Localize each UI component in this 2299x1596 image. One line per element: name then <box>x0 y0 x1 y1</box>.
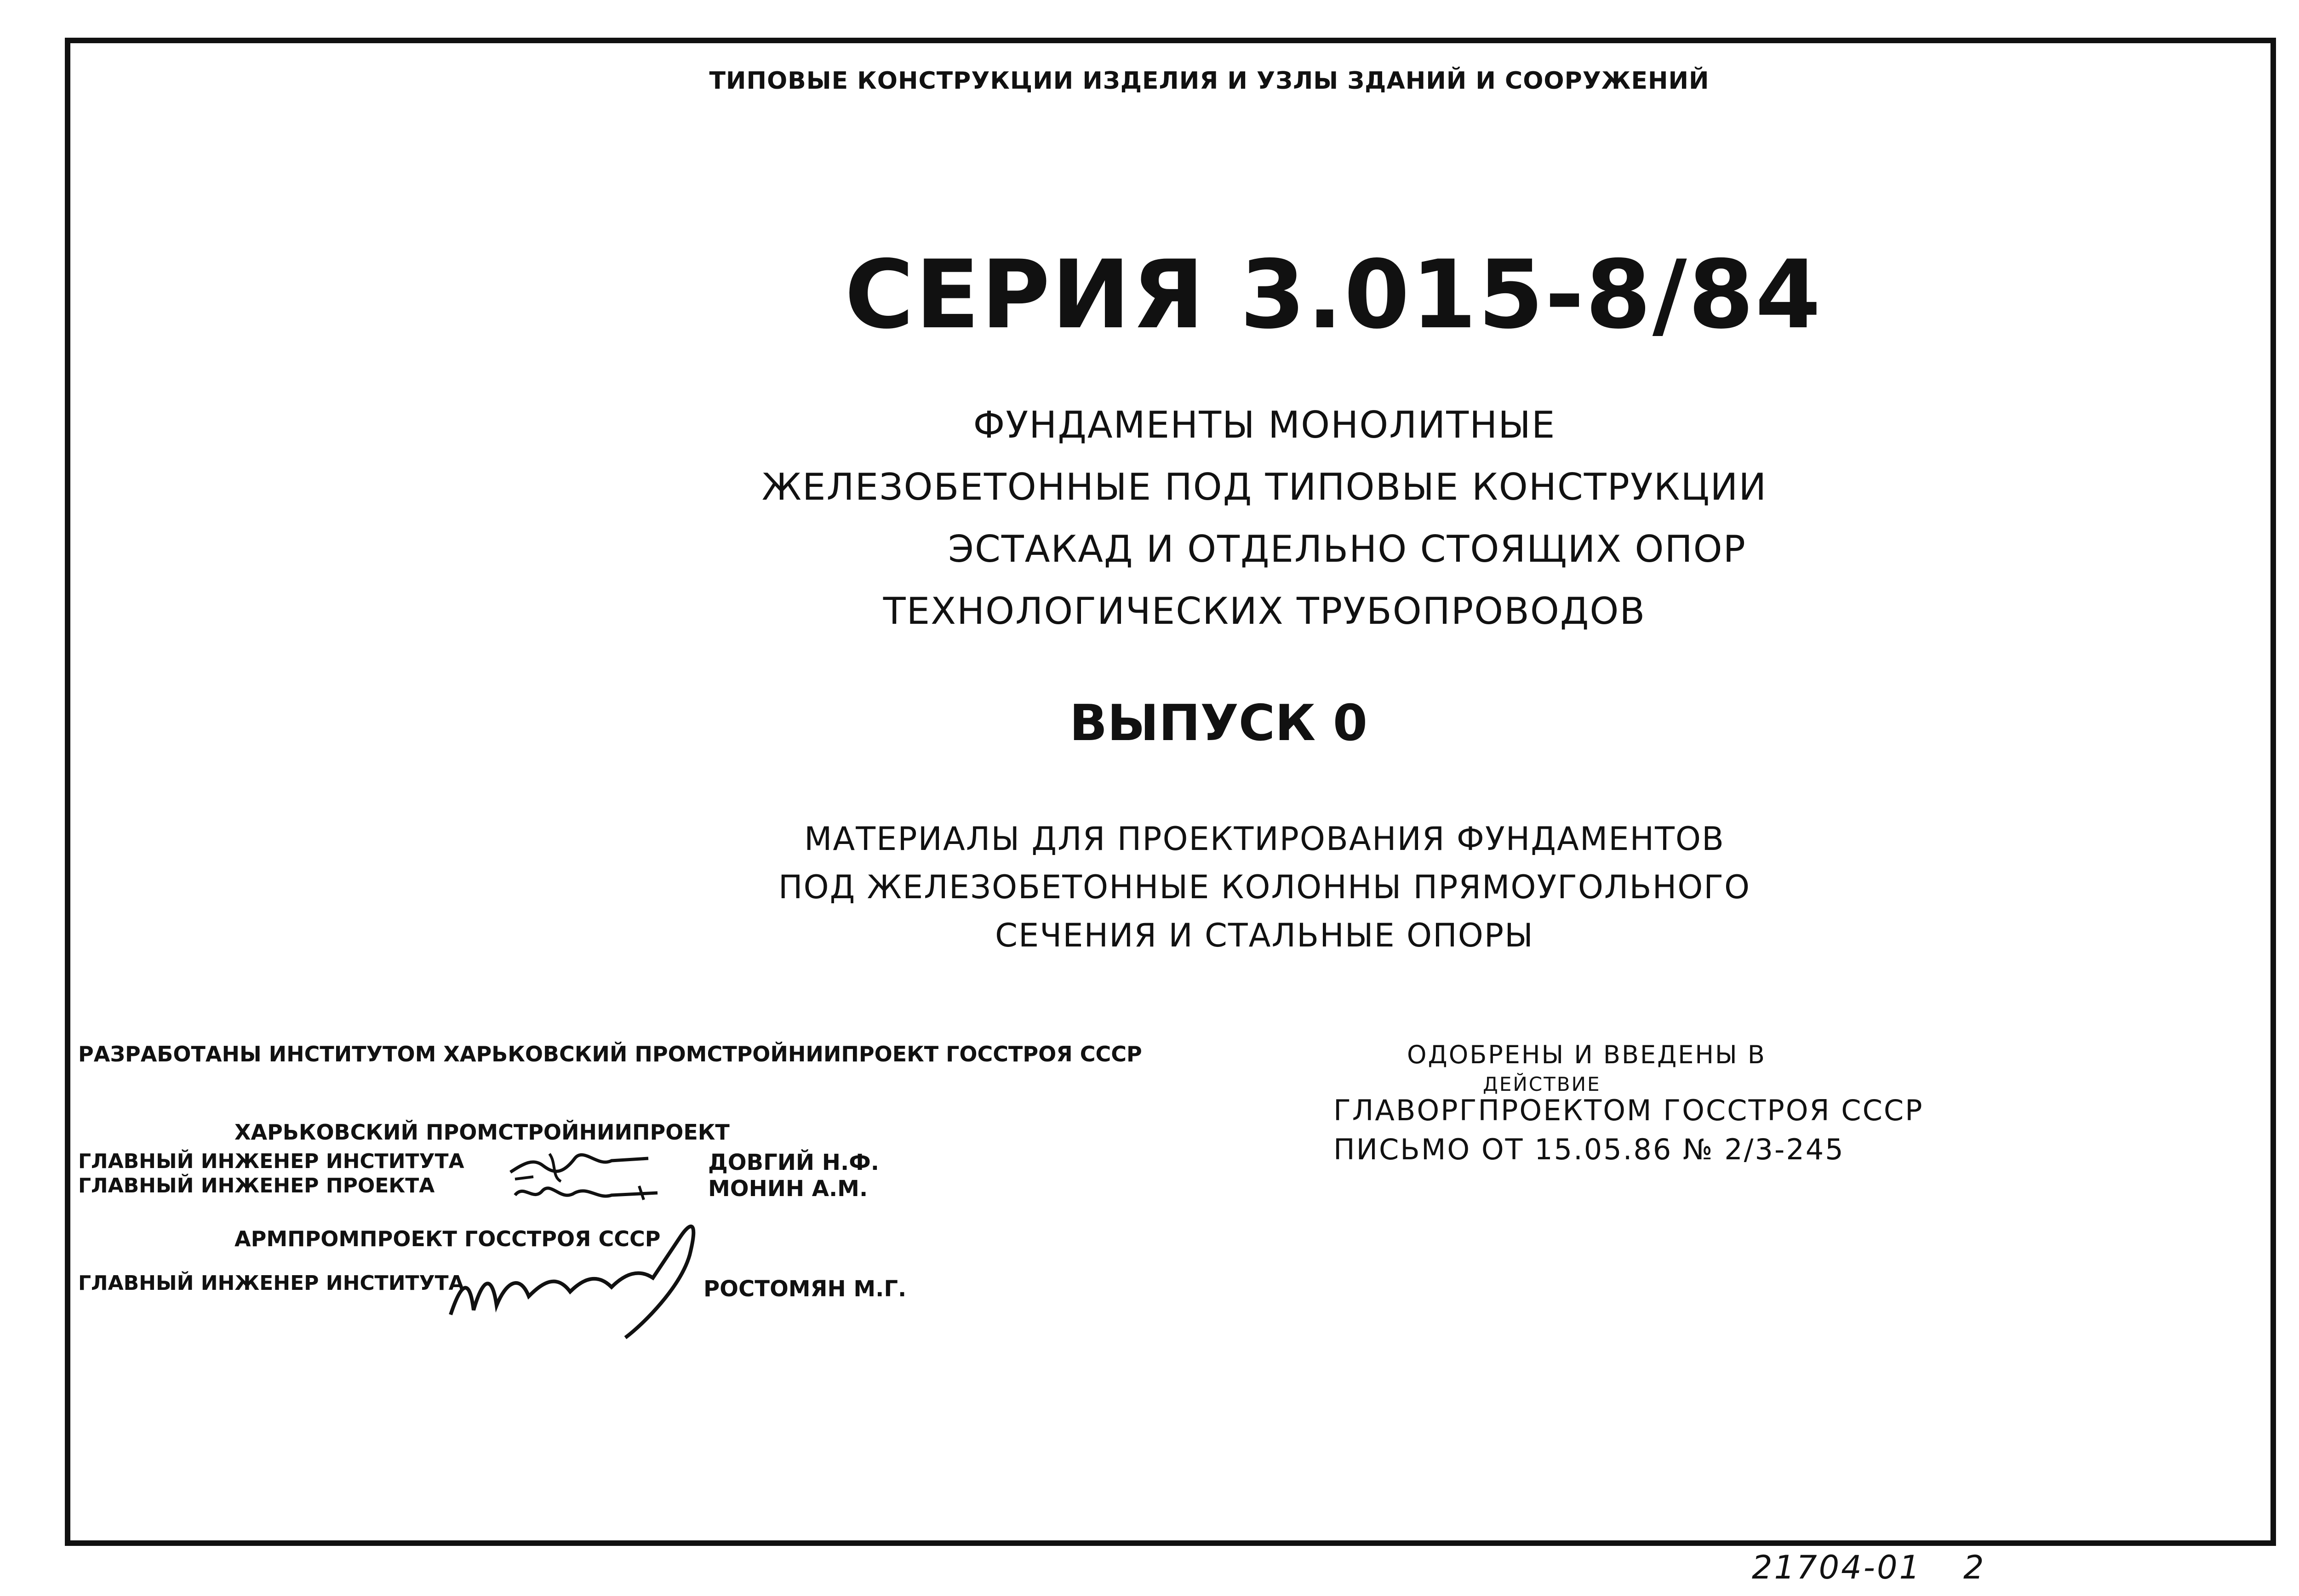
org2-chief-institute-name: РОСТОМЯН М.Г. <box>703 1276 907 1302</box>
materials-line-3: СЕЧЕНИЯ И СТАЛЬНЫЕ ОПОРЫ <box>995 917 1534 954</box>
approval-line-3: ГЛАВОРГПРОЕКТОМ ГОССТРОЯ СССР <box>1333 1094 1924 1127</box>
approval-line-2: ДЕЙСТВИЕ <box>1483 1073 1601 1095</box>
subtitle-line-3: ЭСТАКАД И ОТДЕЛЬНО СТОЯЩИХ ОПОР <box>948 528 1746 570</box>
series-title: СЕРИЯ 3.015-8/84 <box>845 240 1822 350</box>
org2-name: АРМПРОМПРОЕКТ ГОССТРОЯ СССР <box>234 1226 661 1251</box>
org1-chief-project-role: ГЛАВНЫЙ ИНЖЕНЕР ПРОЕКТА <box>78 1174 435 1197</box>
subtitle-line-2: ЖЕЛЕЗОБЕТОННЫЕ ПОД ТИПОВЫЕ КОНСТРУКЦИИ <box>761 466 1767 508</box>
org1-name: ХАРЬКОВСКИЙ ПРОМСТРОЙНИИПРОЕКТ <box>234 1120 730 1145</box>
stamp-page-number: 2 <box>1963 1549 1984 1586</box>
signature-rostomyan <box>441 1204 726 1342</box>
issue-title: ВЫПУСК 0 <box>1069 695 1368 752</box>
approval-line-1: ОДОБРЕНЫ И ВВЕДЕНЫ В <box>1407 1040 1766 1069</box>
subtitle-line-1: ФУНДАМЕНТЫ МОНОЛИТНЫЕ <box>973 404 1556 446</box>
materials-line-1: МАТЕРИАЛЫ ДЛЯ ПРОЕКТИРОВАНИЯ ФУНДАМЕНТОВ <box>804 820 1725 858</box>
org1-chief-institute-name: ДОВГИЙ Н.Ф. <box>708 1150 880 1175</box>
stamp-number: 21704-01 <box>1752 1549 1922 1586</box>
org1-chief-project-name: МОНИН А.М. <box>708 1176 868 1202</box>
developed-by: РАЗРАБОТАНЫ ИНСТИТУТОМ ХАРЬКОВСКИЙ ПРОМСТРОЙНИИПРОЕКТ ГОССТРОЯ СССР <box>78 1042 1142 1066</box>
approval-line-4: ПИСЬМО ОТ 15.05.86 № 2/3-245 <box>1333 1133 1845 1166</box>
org2-chief-institute-role: ГЛАВНЫЙ ИНЖЕНЕР ИНСТИТУТА <box>78 1271 464 1295</box>
org1-chief-institute-role: ГЛАВНЫЙ ИНЖЕНЕР ИНСТИТУТА <box>78 1150 464 1173</box>
materials-line-2: ПОД ЖЕЛЕЗОБЕТОННЫЕ КОЛОННЫ ПРЯМОУГОЛЬНОГО <box>778 868 1751 906</box>
header-text: ТИПОВЫЕ КОНСТРУКЦИИ ИЗДЕЛИЯ И УЗЛЫ ЗДАНИЙ И СООРУЖЕНИЙ <box>709 67 1710 95</box>
subtitle-line-4: ТЕХНОЛОГИЧЕСКИХ ТРУБОПРОВОДОВ <box>883 590 1646 633</box>
